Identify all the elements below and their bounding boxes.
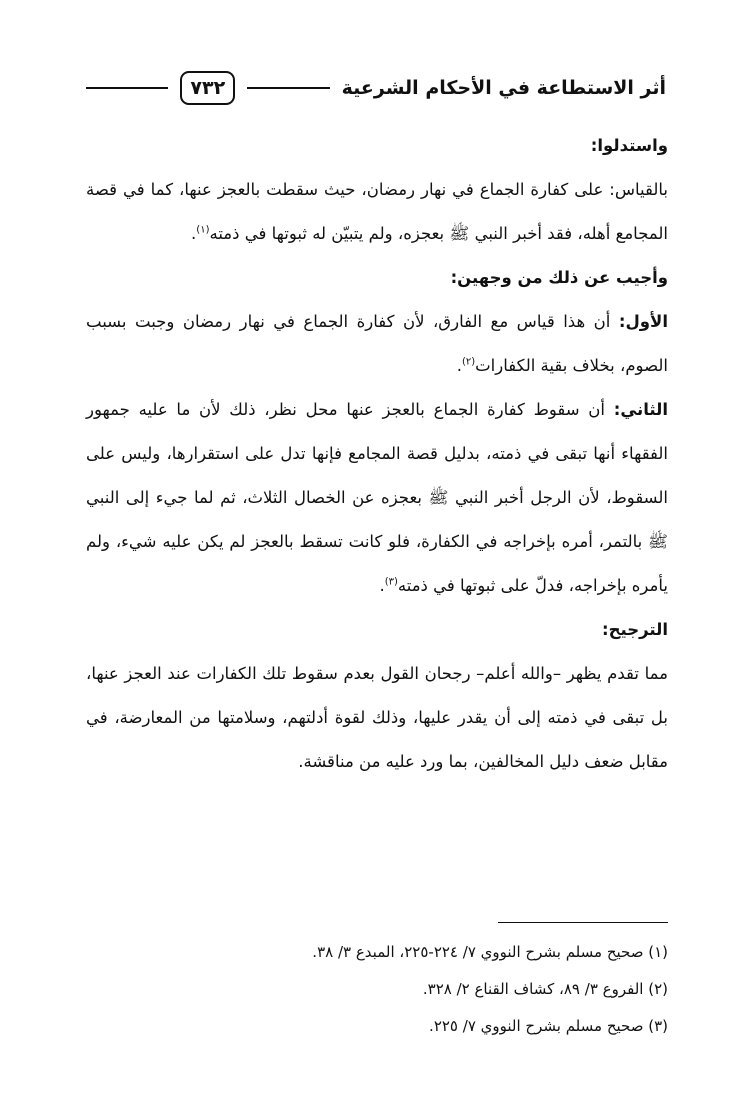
heading-evidence: واستدلوا: <box>590 136 668 155</box>
footnote-separator <box>498 922 668 923</box>
paragraph-preference: مما تقدم يظهر –والله أعلم– رجحان القول بعدم سقوط تلك الكفارات عند العجز عنها، بل تبقى في ذمته إلى أن يقدر عليها، وذلك لقوة أدلتهم، وسلامتها من المعارضة، في مقابل ضعف دليل المخالفين، بما ورد عليه من مناقشة. <box>86 664 668 771</box>
second-text: أن سقوط كفارة الجماع بالعجز عنها محل نظر، ذلك لأن ما عليه جمهور الفقهاء أنها تبقى في ذمته، بدليل قصة المجامع فإنها تدل على استقرارها، وليس على السقوط، لأن الرجل أخبر النبي ﷺ بعجزه عن الخصال الثلاث، ثم لما جيء إلى النبي ﷺ بالتمر، أمره بإخراجه في الكفارة، فلو كانت تسقط بالعجز لم يكن عليه شيء، ولم يأمره بإخراجه، فدلّ على ثبوتها في ذمته <box>86 400 668 595</box>
header-rule-right <box>247 87 329 89</box>
book-title: أثر الاستطاعة في الأحكام الشرعية <box>341 77 666 99</box>
first-text: أن هذا قياس مع الفارق، لأن كفارة الجماع في نهار رمضان وجبت بسبب الصوم، بخلاف بقية الكفارات <box>86 312 668 375</box>
running-header <box>86 68 666 108</box>
paragraph-evidence: بالقياس: على كفارة الجماع في نهار رمضان، حيث سقطت بالعجز عنها، كما في قصة المجامع أهله، فقد أخبر النبي ﷺ بعجزه، ولم يتبيّن له ثبوتها في ذمته$^{(١)}$. <box>86 180 668 243</box>
first-label: الأول: <box>618 312 668 331</box>
footnotes <box>86 934 668 1045</box>
footnote-2: (٢) الفروع ٣/ ٨٩، كشاف القناع ٢/ ٣٢٨. <box>422 980 668 998</box>
header-rule-left <box>86 87 168 89</box>
paragraph-first: الأول: أن هذا قياس مع الفارق، لأن كفارة الجماع في نهار رمضان وجبت بسبب الصوم، بخلاف بقية الكفارات$^{(٢)}$. <box>86 312 668 375</box>
second-label: الثاني: <box>613 400 668 419</box>
paragraph-second: الثاني: أن سقوط كفارة الجماع بالعجز عنها محل نظر، ذلك لأن ما عليه جمهور الفقهاء أنها تبقى في ذمته، بدليل قصة المجامع فإنها تدل على استقرارها، وليس على السقوط، لأن الرجل أخبر النبي ﷺ بعجزه عن الخصال الثلاث، ثم لما جيء إلى النبي ﷺ بالتمر، أمره بإخراجه في الكفارة، فلو كانت تسقط بالعجز لم يكن عليه شيء، ولم يأمره بإخراجه، فدلّ على ثبوتها في ذمته$^{(٣)}$. <box>86 400 668 595</box>
footnote-3: (٣) صحيح مسلم بشرح النووي ٧/ ٢٢٥. <box>429 1017 668 1035</box>
evidence-text: بالقياس: على كفارة الجماع في نهار رمضان، حيث سقطت بالعجز عنها، كما في قصة المجامع أهله، فقد أخبر النبي ﷺ بعجزه، ولم يتبيّن له ثبوتها في ذمته <box>86 180 668 243</box>
footnote-1: (١) صحيح مسلم بشرح النووي ٧/ ٢٢٤-٢٢٥، المبدع ٣/ ٣٨. <box>312 943 668 961</box>
page-number: ٧٣٢ <box>180 71 235 105</box>
heading-reply: وأجيب عن ذلك من وجهين: <box>450 268 668 287</box>
footnote-ref-3: (٣) <box>384 576 398 588</box>
footnote-ref-2: (٢) <box>461 356 476 368</box>
main-text <box>86 124 668 784</box>
footnote-ref-1: (١) <box>196 224 210 236</box>
heading-preference: الترجيح: <box>602 620 668 639</box>
